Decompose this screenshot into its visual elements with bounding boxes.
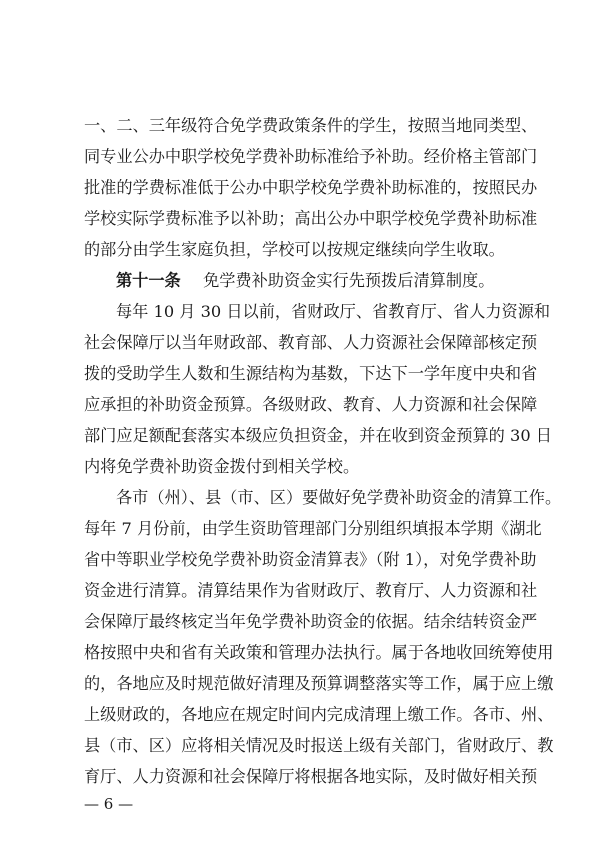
text-line: 育厅、人力资源和社会保障厅将根据各地实际，及时做好相关预 [84, 767, 538, 786]
text-line: 一、二、三年级符合免学费政策条件的学生，按照当地同类型、 [84, 116, 538, 135]
text-line: 应承担的补助资金预算。各级财政、教育、人力资源和社会保障 [84, 395, 538, 414]
text-line: 资金进行清算。清算结果作为省财政厅、教育厅、人力资源和社 [84, 581, 538, 600]
text-line: 内将免学费补助资金拨付到相关学校。 [84, 457, 360, 476]
text-line: 拨的受助学生人数和生源结构为基数，下达下一学年度中央和省 [84, 364, 538, 383]
article-heading-line [116, 265, 524, 296]
text-line: 的部分由学生家庭负担，学校可以按规定继续向学生收取。 [84, 240, 505, 259]
text-line: 每年 7 月份前，由学生资助管理部门分别组织填报本学期《湖北 [84, 519, 542, 538]
text-line: 格按照中央和省有关政策和管理办法执行。属于各地收回统筹使用 [84, 643, 554, 662]
article-number: 第十一条 [116, 271, 181, 290]
page-number: — 6 — [84, 795, 134, 813]
text-line: 学校实际学费标准予以补助；高出公办中职学校免学费补助标准 [84, 209, 538, 228]
text-line: 省中等职业学校免学费补助资金清算表》（附 1），对免学费补助 [84, 550, 537, 569]
text-line: 会保障厅最终核定当年免学费补助资金的依据。结余结转资金严 [84, 612, 538, 631]
text-line: 部门应足额配套落实本级应负担资金，并在收到资金预算的 30 日 [84, 426, 552, 445]
text-line: 同专业公办中职学校免学费补助标准给予补助。经价格主管部门 [84, 147, 538, 166]
article-text: 免学费补助资金实行先预拨后清算制度。 [203, 271, 495, 290]
text-line: 的，各地应及时规范做好清理及预算调整落实等工作，属于应上缴 [84, 674, 554, 693]
text-line: 社会保障厅以当年财政部、教育部、人力资源社会保障部核定预 [84, 333, 538, 352]
text-line: 上级财政的，各地应在规定时间内完成清理上缴工作。各市、州、 [84, 705, 554, 724]
text-line: 各市（州）、县（市、区）要做好免学费补助资金的清算工作。 [116, 488, 562, 507]
text-line: 每年 10 月 30 日以前，省财政厅、省教育厅、省人力资源和 [116, 302, 551, 321]
text-line: 县（市、区）应将相关情况及时报送上级有关部门，省财政厅、教 [84, 736, 554, 755]
text-line: 批准的学费标准低于公办中职学校免学费补助标准的，按照民办 [84, 178, 538, 197]
